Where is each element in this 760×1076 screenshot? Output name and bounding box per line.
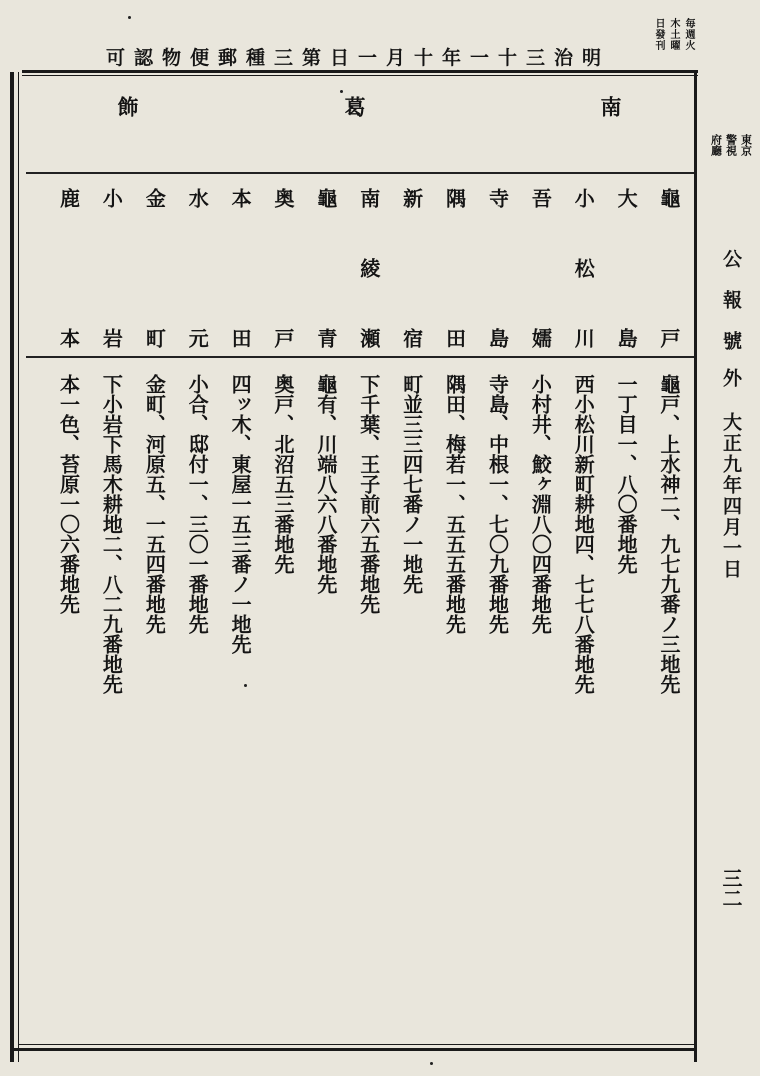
place-name: 鹿本 — [56, 188, 81, 348]
entry-column — [304, 180, 347, 1040]
place-address: 四ッ木、東屋一五三番ノ一地先 — [228, 374, 253, 654]
place-name: 隅田 — [442, 188, 467, 348]
gazette-title: 公報號 — [720, 248, 742, 372]
place-name: 小岩 — [99, 188, 124, 348]
page-number: 三二 — [719, 868, 743, 908]
publisher-line: 警視 — [724, 134, 738, 156]
frame-left-border — [10, 72, 14, 1062]
ink-speck — [244, 684, 247, 687]
place-address: 寺島、中根一、七〇九番地先 — [485, 374, 510, 634]
place-address: 西小松川新町耕地四、七七八番地先 — [571, 374, 596, 694]
place-address: 奥戸、北沼五三番地先 — [270, 374, 295, 574]
place-name: 金町 — [142, 188, 167, 348]
entry-column — [476, 180, 519, 1040]
district-char: 飾 — [115, 96, 140, 125]
entry-column — [347, 180, 390, 1040]
entry-column — [90, 180, 133, 1040]
registration-line — [28, 44, 688, 68]
ink-speck — [340, 90, 343, 93]
entry-column — [390, 180, 433, 1040]
frame-right-border — [694, 72, 697, 1062]
place-name: 大島 — [614, 188, 639, 348]
entry-column — [261, 180, 304, 1040]
entry-column — [218, 180, 261, 1040]
place-address: 金町、河原五、一五四番地先 — [142, 374, 167, 634]
registration-text: 可認物便郵種三第日一月十年一十三治明 — [105, 46, 610, 69]
entry-column — [132, 180, 175, 1040]
issue-note-line: 毎週火 — [683, 18, 694, 51]
place-name: 寺島 — [485, 188, 510, 348]
entry-column — [561, 180, 604, 1040]
place-name: 吾嬬 — [528, 188, 553, 348]
place-name: 龜戸 — [657, 188, 681, 348]
publisher-label — [709, 134, 753, 194]
frame-bottom-inner-border — [18, 1044, 694, 1045]
issue-note-line: 日發刊 — [653, 18, 664, 51]
district-char: 葛 — [342, 96, 367, 125]
place-address: 龜有、川端八六八番地先 — [313, 374, 338, 594]
entry-column — [47, 180, 90, 1040]
place-name: 南綾瀬 — [356, 188, 381, 348]
entry-column — [518, 180, 561, 1040]
place-address: 隅田、梅若一、五五五番地先 — [442, 374, 467, 634]
place-name: 奥戸 — [270, 188, 295, 348]
top-rule — [22, 70, 698, 73]
place-address: 下小岩下馬木耕地二、八二九番地先 — [99, 374, 124, 694]
place-address: 小合、邸付一、三〇一番地先 — [185, 374, 210, 634]
place-address: 町並三三四七番ノ一地先 — [399, 374, 424, 594]
place-address: 小村井、鮫ヶ淵八〇四番地先 — [528, 374, 553, 634]
ink-speck — [128, 16, 131, 19]
place-address: 本一色、苔原一〇六番地先 — [56, 374, 81, 614]
place-name: 新宿 — [399, 188, 424, 348]
publisher-line: 東京 — [739, 134, 753, 156]
top-rule-thin — [22, 75, 698, 76]
district-char: 南 — [598, 96, 623, 125]
district-divider — [26, 172, 694, 174]
entry-column — [433, 180, 476, 1040]
extra-edition-mark: 外 — [720, 368, 742, 387]
place-name: 本田 — [228, 188, 253, 348]
place-address: 下千葉、王子前六五番地先 — [356, 374, 381, 614]
place-address: 龜戸、上水神二、九七九番ノ三地先 — [657, 374, 681, 694]
district-header — [30, 96, 690, 166]
entry-column — [604, 180, 647, 1040]
ink-speck — [430, 1062, 433, 1065]
entry-column — [647, 180, 690, 1040]
publisher-line: 府廳 — [709, 134, 723, 156]
place-name: 龜青 — [313, 188, 338, 348]
place-name: 水元 — [185, 188, 210, 348]
entry-column — [175, 180, 218, 1040]
place-address: 一丁目一、八〇番地先 — [614, 374, 639, 574]
frame-left-inner-border — [18, 72, 19, 1062]
place-name: 小松川 — [571, 188, 596, 348]
issue-date: 大正九年四月一日 — [720, 412, 742, 580]
frame-bottom-border — [10, 1048, 697, 1051]
entry-columns — [30, 180, 690, 1040]
issue-note-line: 木土曜 — [668, 18, 679, 51]
